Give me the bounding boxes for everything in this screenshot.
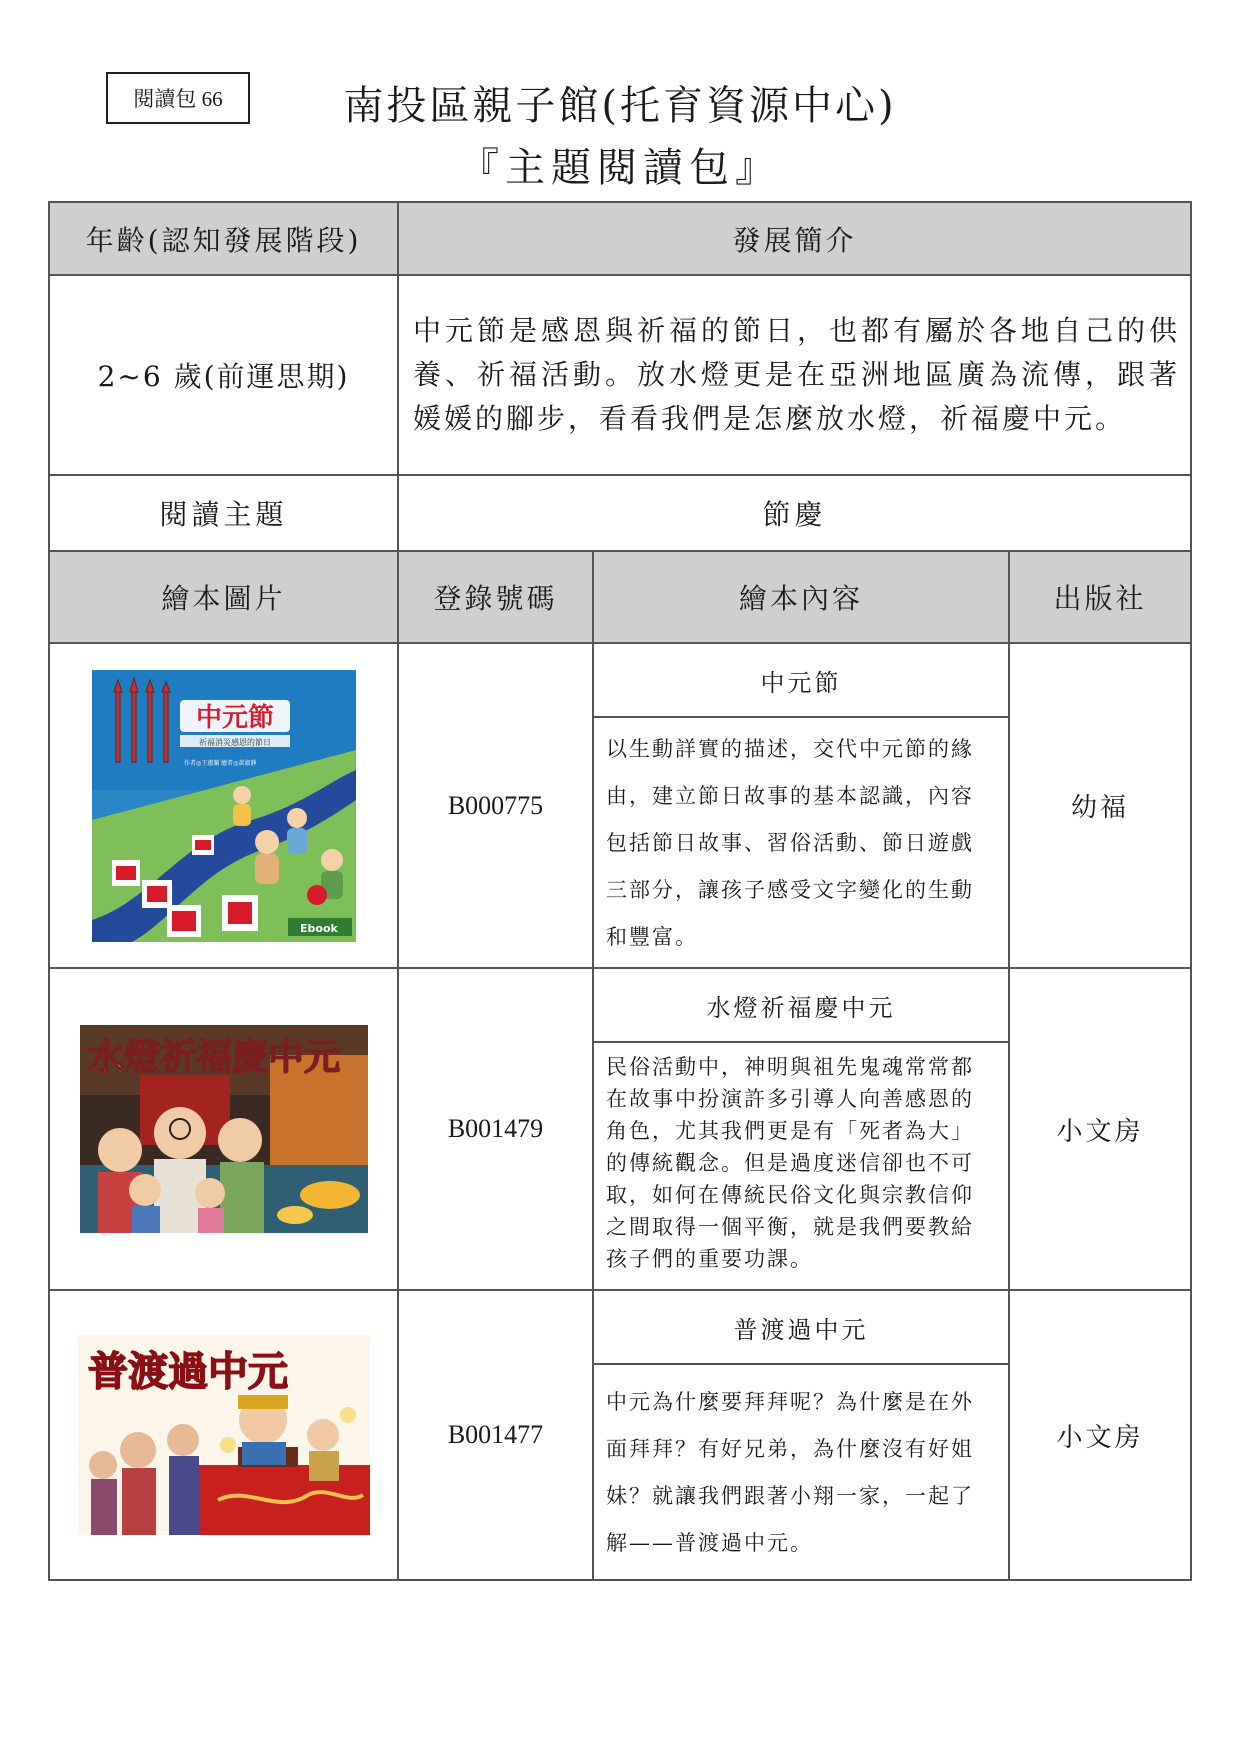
cover2-title: 水燈祈福慶中元 [87, 1037, 340, 1078]
page-title: 南投區親子館(托育資源中心) [343, 83, 897, 129]
info-header-row [49, 202, 1191, 275]
book-publisher: 幼福 [1009, 643, 1191, 968]
book-cover-image-2 [80, 1025, 368, 1233]
theme-row [49, 475, 1191, 551]
book-title: 水燈祈福慶中元 [593, 968, 1009, 1042]
book-title: 中元節 [593, 643, 1009, 717]
cover1-title: 中元節 [195, 702, 274, 733]
book-header-row [49, 551, 1191, 643]
book-description: 中元為什麼要拜拜呢？為什麼是在外面拜拜？有好兄弟，為什麼沒有好姐妹？就讓我們跟著小翔一家，一起了解——普渡過中元。 [593, 1364, 1009, 1580]
book-code: B001477 [398, 1290, 593, 1580]
book-publisher: 小文房 [1009, 968, 1191, 1290]
book-publisher: 小文房 [1009, 1290, 1191, 1580]
book-cover-image-3 [78, 1335, 370, 1535]
cover3-title: 普渡過中元 [87, 1349, 288, 1395]
intro-text: 中元節是感恩與祈福的節日，也都有屬於各地自己的供養、祈福活動。放水燈更是在亞洲地區廣為流傳，跟著媛媛的腳步，看看我們是怎麼放水燈，祈福慶中元。 [398, 275, 1191, 475]
book-description: 民俗活動中，神明與祖先鬼魂常常都在故事中扮演許多引導人向善感恩的角色，尤其我們更是有「死者為大」的傳統觀念。但是過度迷信卻也不可取，如何在傳統民俗文化與宗教信仰之間取得一個平衡，就是我們要教給孩子們的重要功課。 [593, 1042, 1009, 1290]
intro-header: 發展簡介 [398, 202, 1191, 275]
book-title: 普渡過中元 [593, 1290, 1009, 1364]
cover1-subtitle: 祈福消災感恩的節日 [198, 737, 271, 747]
book-row [49, 1290, 1191, 1364]
book-cover-cell [49, 643, 398, 968]
publisher-header: 出版社 [1009, 551, 1191, 643]
cover1-ebook: Ebook [299, 921, 338, 935]
cover1-credits: 作者◎王蕙蘭 繪者◎黃淑靜 [183, 759, 256, 767]
age-header: 年齡(認知發展階段) [49, 202, 398, 275]
content-header: 繪本內容 [593, 551, 1009, 643]
book-description: 以生動詳實的描述，交代中元節的緣由，建立節日故事的基本認識，內容包括節日故事、習俗活動、節日遊戲三部分，讓孩子感受文字變化的生動和豐富。 [593, 717, 1009, 968]
theme-label: 閱讀主題 [49, 475, 398, 551]
reading-pack-table [48, 201, 1192, 1581]
code-header: 登錄號碼 [398, 551, 593, 643]
book-cover-image-1 [92, 670, 356, 942]
pack-number-label: 閱讀包 66 [106, 72, 250, 124]
book-code: B000775 [398, 643, 593, 968]
book-cover-cell [49, 1290, 398, 1580]
page-subtitle: 『主題閱讀包』 [459, 145, 781, 191]
book-cover-cell [49, 968, 398, 1290]
book-code: B001479 [398, 968, 593, 1290]
cover-header: 繪本圖片 [49, 551, 398, 643]
book-row [49, 968, 1191, 1042]
book-row [49, 643, 1191, 717]
info-row [49, 275, 1191, 475]
theme-value: 節慶 [398, 475, 1191, 551]
age-value: 2~6 歲(前運思期) [49, 275, 398, 475]
